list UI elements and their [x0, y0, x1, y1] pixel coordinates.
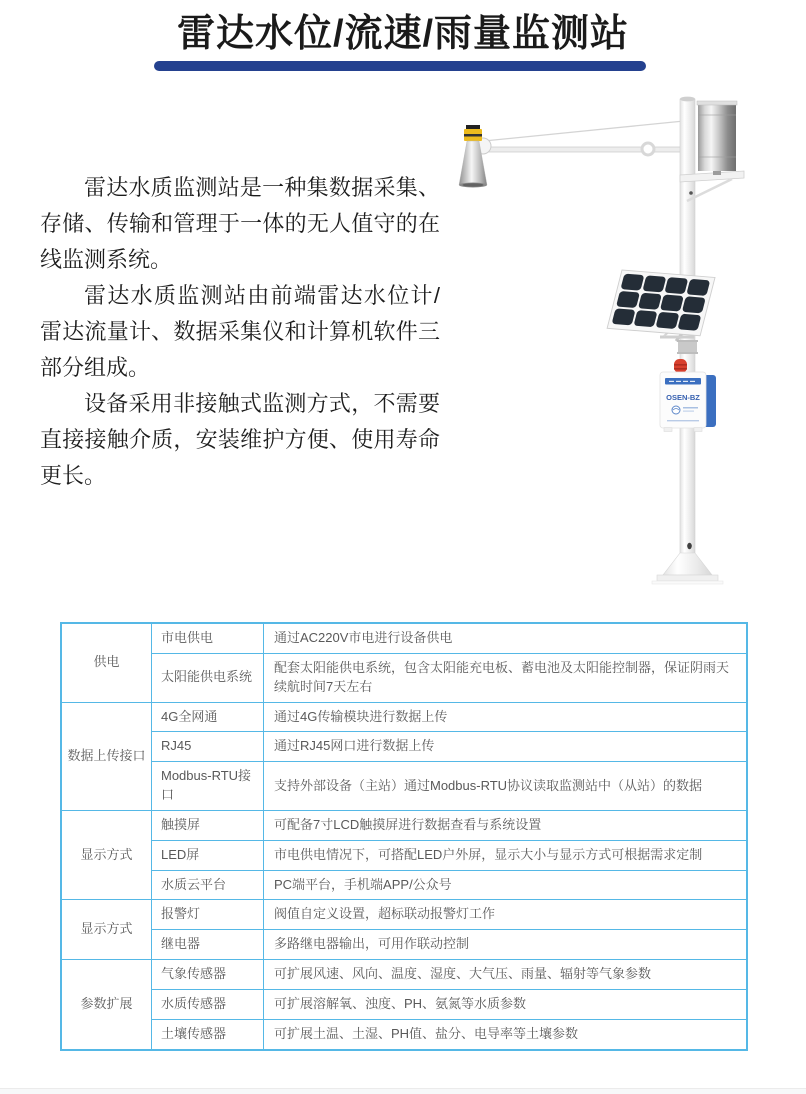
desc-cell: 配套太阳能供电系统，包含太阳能充电板、蓄电池及太阳能控制器，保证阴雨天续航时间7天左右 [264, 653, 748, 702]
item-cell: 太阳能供电系统 [152, 653, 264, 702]
mounting-arm [470, 121, 684, 155]
footer-divider [0, 1088, 806, 1094]
desc-cell: 市电供电情况下，可搭配LED户外屏，显示大小与显示方式可根据需求定制 [264, 840, 748, 870]
desc-cell: 可扩展土温、土湿、PH值、盐分、电导率等土壤参数 [264, 1019, 748, 1049]
item-cell: 4G全网通 [152, 702, 264, 732]
item-cell: 水质传感器 [152, 989, 264, 1019]
table-row [61, 840, 747, 870]
group-cell: 显示方式 [61, 810, 152, 900]
radar-sensor [459, 125, 487, 188]
desc-cell: 可配备7寸LCD触摸屏进行数据查看与系统设置 [264, 810, 748, 840]
page-title: 雷达水位/流速/雨量监测站 [176, 13, 630, 55]
table-row [61, 960, 747, 990]
desc-cell: 可扩展溶解氧、浊度、PH、氨氮等水质参数 [264, 989, 748, 1019]
spec-table [60, 622, 748, 1051]
desc-cell: 通过RJ45网口进行数据上传 [264, 732, 748, 762]
table-row [61, 870, 747, 900]
item-cell: 水质云平台 [152, 870, 264, 900]
item-cell: 触摸屏 [152, 810, 264, 840]
control-box [660, 372, 716, 432]
item-cell: 气象传感器 [152, 960, 264, 990]
solar-panel [607, 270, 715, 341]
desc-cell: 支持外部设备（主站）通过Modbus-RTU协议读取监测站中（从站）的数据 [264, 762, 748, 811]
table-row [61, 653, 747, 702]
desc-cell: 阀值自定义设置，超标联动报警灯工作 [264, 900, 748, 930]
table-row [61, 900, 747, 930]
item-cell: 报警灯 [152, 900, 264, 930]
table-row [61, 702, 747, 732]
control-box-label: OSEN-BZ [666, 393, 700, 402]
intro-paragraph: 设备采用非接触式监测方式，不需要直接接触介质，安装维护方便、使用寿命更长。 [40, 391, 440, 488]
group-cell: 供电 [61, 623, 152, 702]
spec-table-body [61, 623, 747, 1050]
table-row [61, 1019, 747, 1049]
item-cell: Modbus-RTU接口 [152, 762, 264, 811]
title-underline-bar [154, 61, 646, 71]
group-cell: 数据上传接口 [61, 702, 152, 810]
item-cell: LED屏 [152, 840, 264, 870]
group-cell: 显示方式 [61, 900, 152, 960]
item-cell: RJ45 [152, 732, 264, 762]
table-row [61, 732, 747, 762]
desc-cell: 通过4G传输模块进行数据上传 [264, 702, 748, 732]
desc-cell: 通过AC220V市电进行设备供电 [264, 623, 748, 653]
group-cell: 参数扩展 [61, 960, 152, 1050]
desc-cell: 可扩展风速、风向、温度、湿度、大气压、雨量、辐射等气象参数 [264, 960, 748, 990]
table-row [61, 989, 747, 1019]
intro-text [40, 170, 440, 494]
item-cell: 继电器 [152, 930, 264, 960]
table-row [61, 930, 747, 960]
table-row [61, 623, 747, 653]
table-row [61, 810, 747, 840]
item-cell: 土壤传感器 [152, 1019, 264, 1049]
item-cell: 市电供电 [152, 623, 264, 653]
intro-paragraph: 雷达水质监测站由前端雷达水位计/雷达流量计、数据采集仪和计算机软件三部分组成。 [40, 283, 440, 380]
pole-joint [677, 340, 698, 354]
monitoring-station-illustration [426, 85, 806, 615]
table-row [61, 762, 747, 811]
desc-cell: PC端平台，手机端APP/公众号 [264, 870, 748, 900]
desc-cell: 多路继电器输出，可用作联动控制 [264, 930, 748, 960]
intro-paragraph: 雷达水质监测站是一种集数据采集、存储、传输和管理于一体的无人值守的在线监测系统。 [40, 175, 440, 272]
